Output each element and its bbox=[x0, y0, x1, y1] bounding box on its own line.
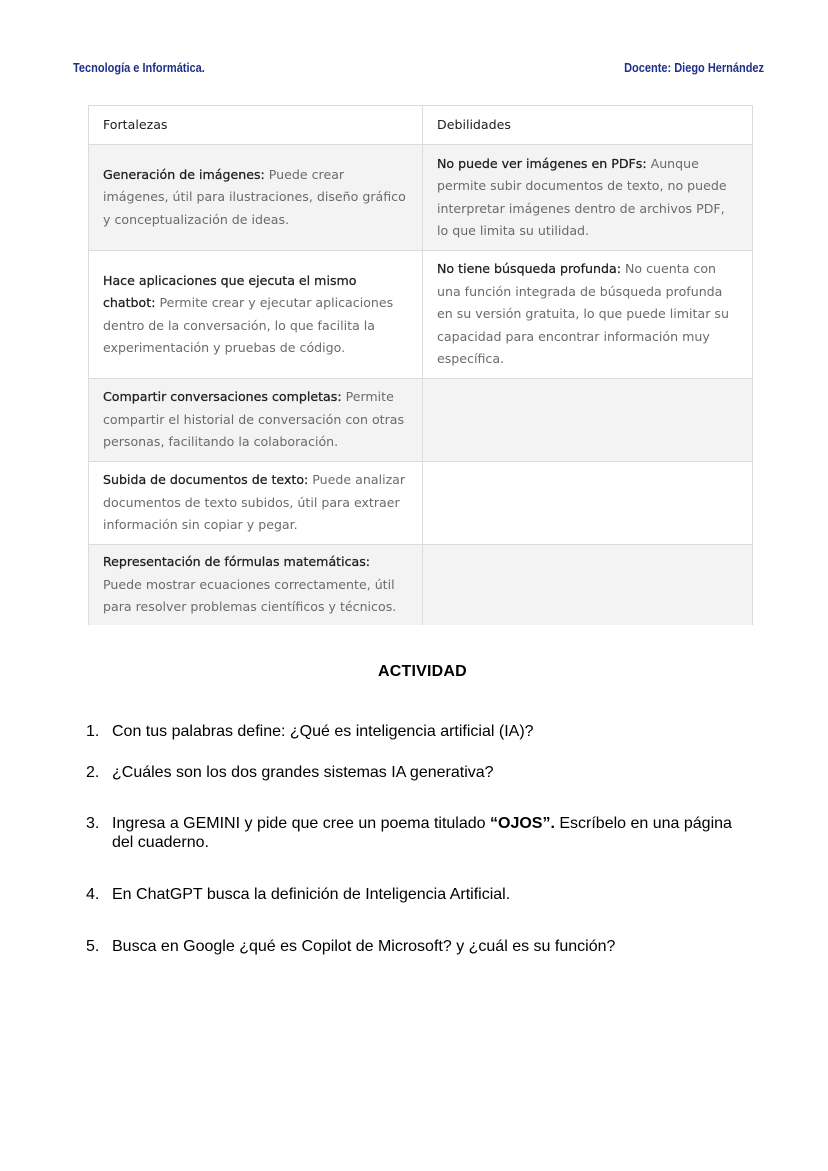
strength-title: Hace aplicaciones que ejecuta el mismo chatbot: bbox=[103, 272, 357, 310]
table-row bbox=[89, 145, 753, 251]
header-subject: Tecnología e Informática. bbox=[73, 61, 205, 75]
item-text-before: Ingresa a GEMINI y pide que cree un poema titulado bbox=[112, 815, 490, 832]
weakness-cell-empty bbox=[423, 545, 753, 625]
item-number: 2. bbox=[86, 764, 100, 781]
strength-cell bbox=[89, 145, 423, 251]
strength-text: Puede analizar documentos de texto subidos, útil para extraer información sin copiar y pegar. bbox=[103, 472, 406, 533]
strength-cell bbox=[89, 251, 423, 379]
header-teacher: Docente: Diego Hernández bbox=[624, 61, 764, 75]
strength-title: Subida de documentos de texto: bbox=[103, 472, 309, 488]
column-header-strengths: Fortalezas bbox=[89, 106, 423, 145]
table-row bbox=[89, 545, 753, 625]
weakness-cell-empty bbox=[423, 379, 753, 462]
item-text bbox=[112, 814, 732, 852]
strength-text: Puede crear imágenes, útil para ilustraciones, diseño gráfico y conceptualización de ideas. bbox=[103, 166, 406, 227]
item-number: 5. bbox=[86, 938, 100, 955]
strength-title: Generación de imágenes: bbox=[103, 166, 265, 182]
weakness-cell bbox=[423, 251, 753, 379]
strength-cell bbox=[89, 462, 423, 545]
weakness-text: Aunque permite subir documentos de texto, no puede interpretar imágenes dentro de archivos PDF, lo que limita su utilidad. bbox=[437, 155, 727, 238]
item-number: 1. bbox=[86, 723, 100, 740]
item-text: En ChatGPT busca la definición de Inteligencia Artificial. bbox=[112, 886, 511, 903]
strength-title: Representación de fórmulas matemáticas: bbox=[103, 554, 371, 569]
weakness-cell-empty bbox=[423, 462, 753, 545]
weakness-title: No puede ver imágenes en PDFs: bbox=[437, 155, 647, 171]
table-row bbox=[89, 379, 753, 462]
table-header-row bbox=[89, 106, 753, 145]
strength-text: Permite crear y ejecutar aplicaciones dentro de la conversación, lo que facilita la experimentación y pruebas de código. bbox=[103, 295, 394, 355]
strength-title: Compartir conversaciones completas: bbox=[103, 389, 342, 405]
strength-text: Puede mostrar ecuaciones correctamente, útil para resolver problemas científicos y técnicos. bbox=[103, 576, 397, 614]
column-header-weaknesses: Debilidades bbox=[423, 106, 753, 145]
table-row bbox=[89, 251, 753, 379]
item-number: 3. bbox=[86, 815, 100, 832]
weakness-cell bbox=[423, 145, 753, 251]
strength-cell bbox=[89, 379, 423, 462]
activity-title: ACTIVIDAD bbox=[378, 663, 467, 680]
item-text: Con tus palabras define: ¿Qué es inteligencia artificial (IA)? bbox=[112, 723, 534, 740]
strengths-weaknesses-table bbox=[88, 105, 753, 625]
table-row bbox=[89, 462, 753, 545]
item-text: ¿Cuáles son los dos grandes sistemas IA generativa? bbox=[112, 764, 494, 781]
weakness-title: No tiene búsqueda profunda: bbox=[437, 261, 621, 277]
weakness-text: No cuenta con una función integrada de búsqueda profunda en su versión gratuita, lo que puede limitar su capacidad para encontrar información muy específica. bbox=[437, 261, 729, 367]
item-text: Busca en Google ¿qué es Copilot de Microsoft? y ¿cuál es su función? bbox=[112, 938, 616, 955]
strength-text: Permite compartir el historial de conversación con otras personas, facilitando la colaboración. bbox=[103, 389, 405, 450]
item-text-bold: “OJOS”. bbox=[490, 815, 555, 832]
item-number: 4. bbox=[86, 886, 100, 903]
strength-cell bbox=[89, 545, 423, 625]
item-text-after: Escríbelo en una página del cuaderno. bbox=[112, 815, 732, 851]
